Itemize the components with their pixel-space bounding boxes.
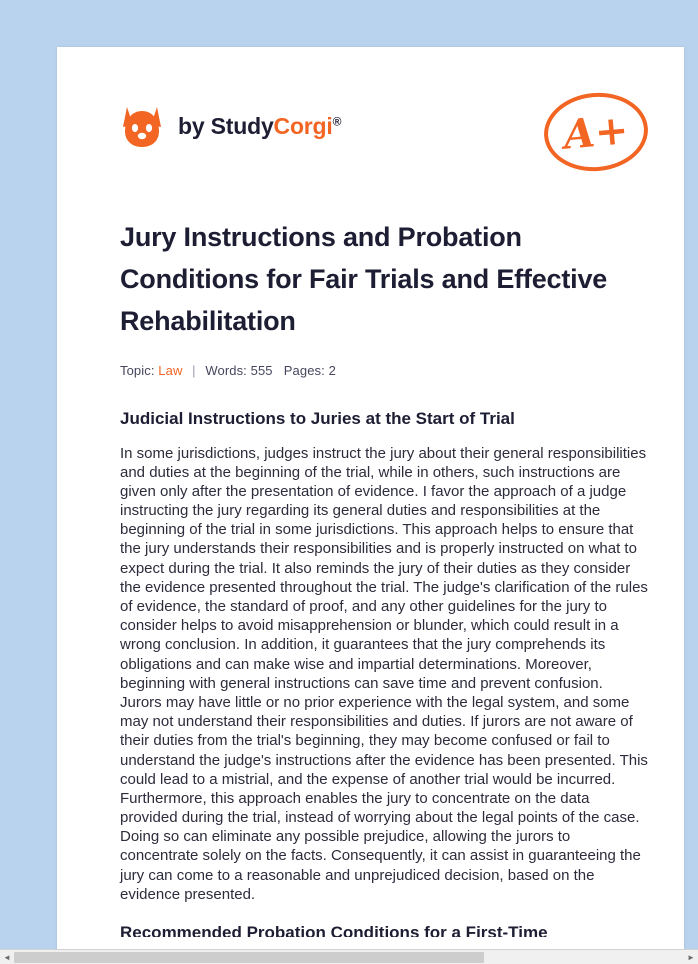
grade-badge [544, 93, 648, 171]
next-section-heading-partial: Recommended Probation Conditions for a First-Time [120, 923, 548, 938]
meta-separator: | [192, 362, 196, 378]
scroll-left-arrow-icon[interactable]: ◄ [0, 951, 14, 964]
brand-name [178, 113, 341, 140]
brand-logo[interactable] [120, 103, 341, 149]
document-header [120, 81, 648, 177]
words-label: Words: [205, 362, 247, 378]
document-sheet [57, 47, 684, 964]
brand-corgi: Corgi [273, 112, 333, 139]
scroll-right-arrow-icon[interactable]: ► [684, 951, 698, 964]
topic-link[interactable]: Law [158, 362, 183, 378]
pages-label: Pages: [283, 362, 325, 378]
grade-badge-label: A+ [561, 105, 631, 159]
scroll-track[interactable] [14, 951, 684, 964]
corgi-logo-icon [120, 103, 164, 149]
brand-study: Study [210, 112, 274, 139]
document-meta [120, 363, 648, 378]
topic-label: Topic: [120, 362, 155, 378]
scroll-thumb[interactable] [14, 952, 484, 963]
brand-prefix: by [178, 112, 211, 139]
section-heading: Judicial Instructions to Juries at the Start of Trial [120, 408, 515, 428]
brand-registered-mark: ® [332, 113, 342, 128]
page-title: Jury Instructions and Probation Conditions for Fair Trials and Effective Rehabilitation [120, 222, 608, 336]
section-paragraph: In some jurisdictions, judges instruct the jury about their general responsibilities and duties at the beginning of the trial, while in others, such instructions are given only after the presentation of evidence. I favor the approach of a judge instructing the jury regarding its general duties and responsibilities at the beginning of the trial in some jurisdictions. This approach helps to ensure that the jury understands their responsibilities and is properly instructed on what to expect during the trial. It also reminds the jury of their duties as they consider the evidence presented throughout the trial. The judge's clarification of the rules of evidence, the standard of proof, and any other guidelines for the jury to consider helps to avoid misapprehension or blunder, which could result in a wrong conclusion. In addition, it guarantees that the jury comprehends its obligations and can make wise and impartial determinations. Moreover, beginning with general instructions can save time and prevent confusion. Jurors may have little or no prior experience with the legal system, and some may not understand their responsibilities and duties. If jurors are not aware of their duties from the trial's beginning, they may become confused or fail to understand the judge's instructions after the evidence has been presented. This could lead to a mistrial, and the expense of another trial would be incurred. Furthermore, this approach enables the jury to concentrate on the data provided during the trial, instead of worrying about the legal points of the case. Doing so can eliminate any possible prejudice, allowing the jurors to concentrate solely on the facts. Consequently, it can assist in guaranteeing the jury can come to a reasonable and unprejudiced decision, based on the evidence presented. [120, 444, 648, 903]
horizontal-scrollbar[interactable] [0, 949, 698, 964]
pages-value: 2 [328, 362, 336, 378]
words-value: 555 [250, 362, 273, 378]
